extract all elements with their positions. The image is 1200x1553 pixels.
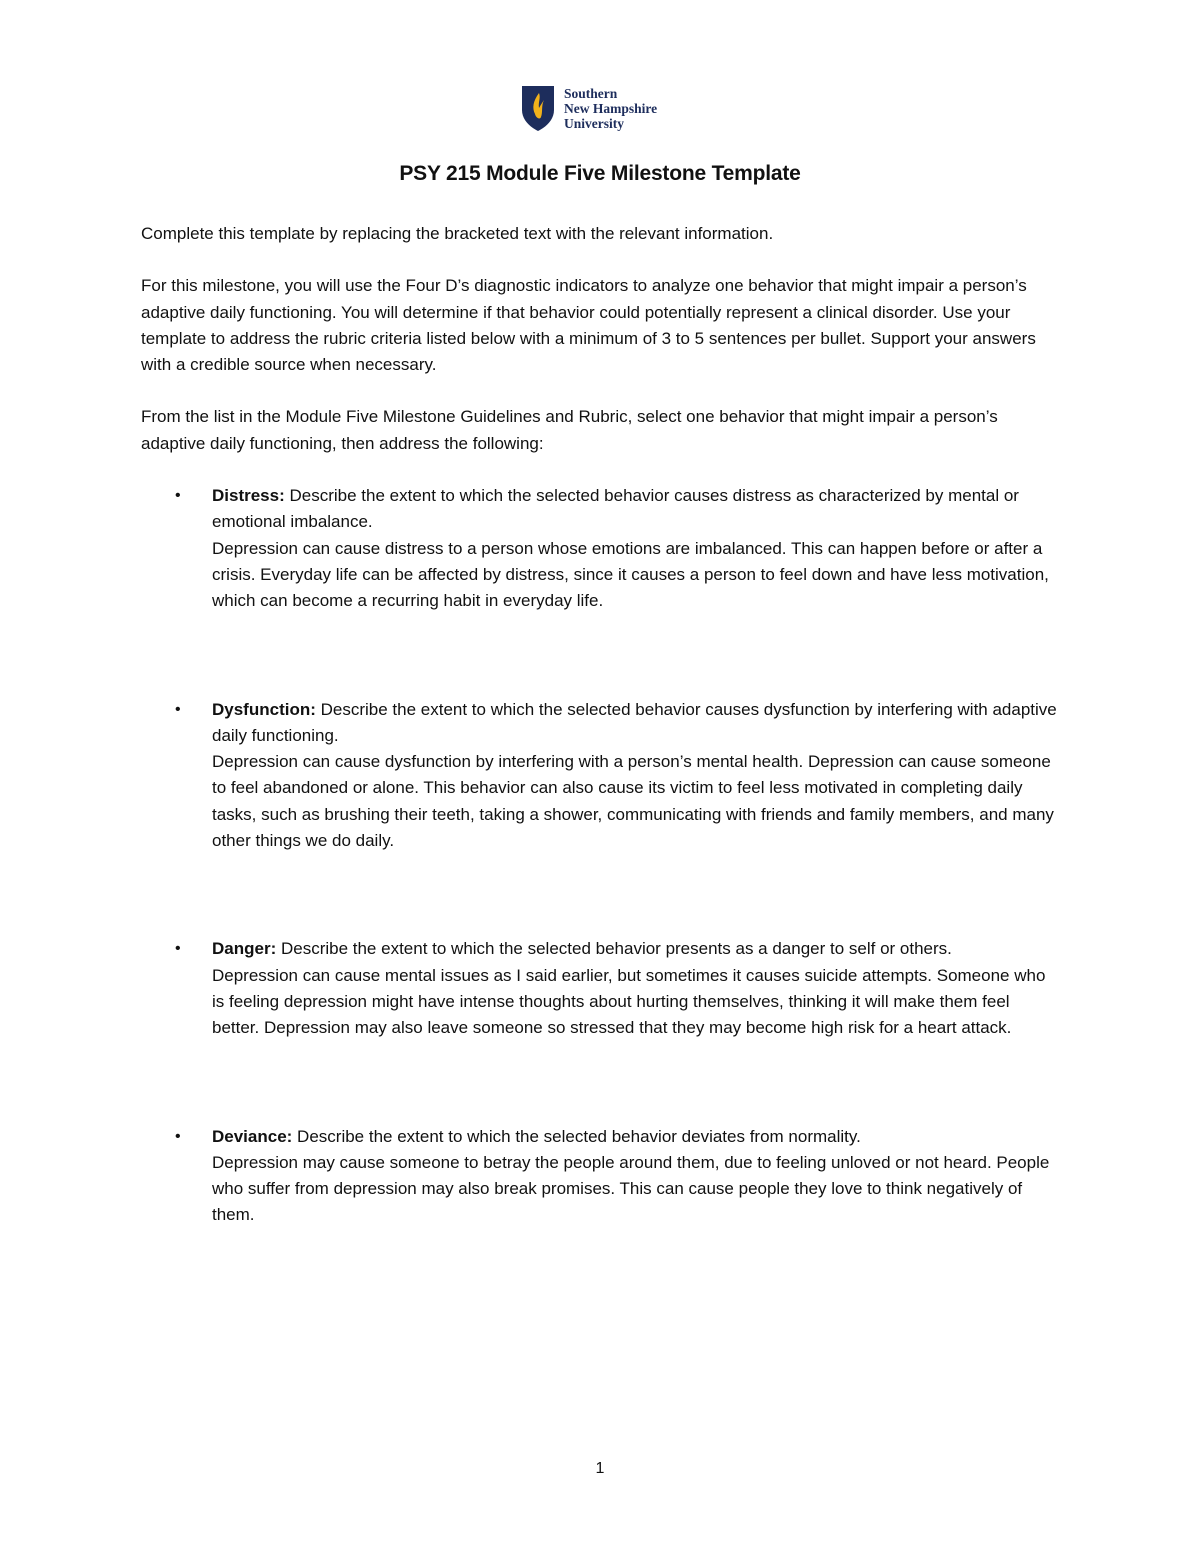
logo-line-3: University (564, 115, 624, 131)
list-item-distress (141, 483, 1061, 614)
bullet-term: Dysfunction: (212, 699, 316, 719)
document-body (141, 221, 1061, 1229)
logo-wordmark (564, 86, 657, 131)
list-item-danger (141, 936, 1061, 1041)
four-ds-list (141, 483, 1061, 1229)
milestone-paragraph: For this milestone, you will use the Four D’s diagnostic indicators to analyze one behavior that might impair a person’s adaptive daily functioning. You will determine if that behavior could potentially represent a clinical disorder. Use your template to address the rubric criteria listed below with a minimum of 3 to 5 sentences per bullet. Support your answers with a credible source when necessary. (141, 276, 1036, 375)
page-number: 1 (595, 1460, 605, 1477)
bullet-prompt: Describe the extent to which the selected behavior deviates from normality. (292, 1126, 861, 1146)
bullet-icon: • (175, 487, 181, 505)
logo-line-1: Southern (564, 85, 618, 101)
bullet-term: Distress: (212, 486, 285, 506)
bullet-term: Danger: (212, 939, 277, 959)
bullet-term: Deviance: (212, 1126, 293, 1146)
bullet-icon: • (175, 700, 181, 718)
list-item-dysfunction (141, 697, 1061, 855)
bullet-prompt: Describe the extent to which the selected behavior causes dysfunction by interfering with adaptive daily functioning. (212, 699, 1057, 745)
list-item-deviance (141, 1124, 1061, 1229)
document-title: PSY 215 Module Five Milestone Template (399, 162, 801, 185)
bullet-prompt: Describe the extent to which the selected behavior presents as a danger to self or others. (276, 939, 952, 959)
bullet-prompt: Describe the extent to which the selected behavior causes distress as characterized by mental or emotional imbalance. (212, 486, 1019, 532)
bullet-icon: • (175, 1127, 181, 1145)
bullet-answer: Depression can cause distress to a person whose emotions are imbalanced. This can happen before or after a crisis. Everyday life can be affected by distress, since it causes a person to feel down and have less motivation, which can become a recurring habit in everyday life. (212, 538, 1049, 611)
bullet-icon: • (175, 940, 181, 958)
select-behavior-paragraph: From the list in the Module Five Milestone Guidelines and Rubric, select one behavior that might impair a person’s adaptive daily functioning, then address the following: (141, 407, 998, 453)
university-logo (520, 83, 657, 133)
bullet-answer: Depression can cause mental issues as I said earlier, but sometimes it causes suicide attempts. Someone who is feeling depression might have intense thoughts about hurting themselves, thinking it will make them feel better. Depression may also leave someone so stressed that they may become high risk for a heart attack. (212, 965, 1046, 1038)
logo-line-2: New Hampshire (564, 100, 658, 116)
shield-logo-icon (520, 84, 556, 132)
bullet-answer: Depression can cause dysfunction by interfering with a person’s mental health. Depression can cause someone to feel abandoned or alone. This behavior can also cause its victim to feel less motivated in completing daily tasks, such as brushing their teeth, taking a shower, communicating with friends and family members, and many other things we do daily. (212, 752, 1054, 851)
intro-paragraph: Complete this template by replacing the bracketed text with the relevant information. (141, 224, 774, 243)
bullet-answer: Depression may cause someone to betray the people around them, due to feeling unloved or not heard. People who suffer from depression may also break promises. This can cause people they love to think negatively of them. (212, 1152, 1050, 1225)
